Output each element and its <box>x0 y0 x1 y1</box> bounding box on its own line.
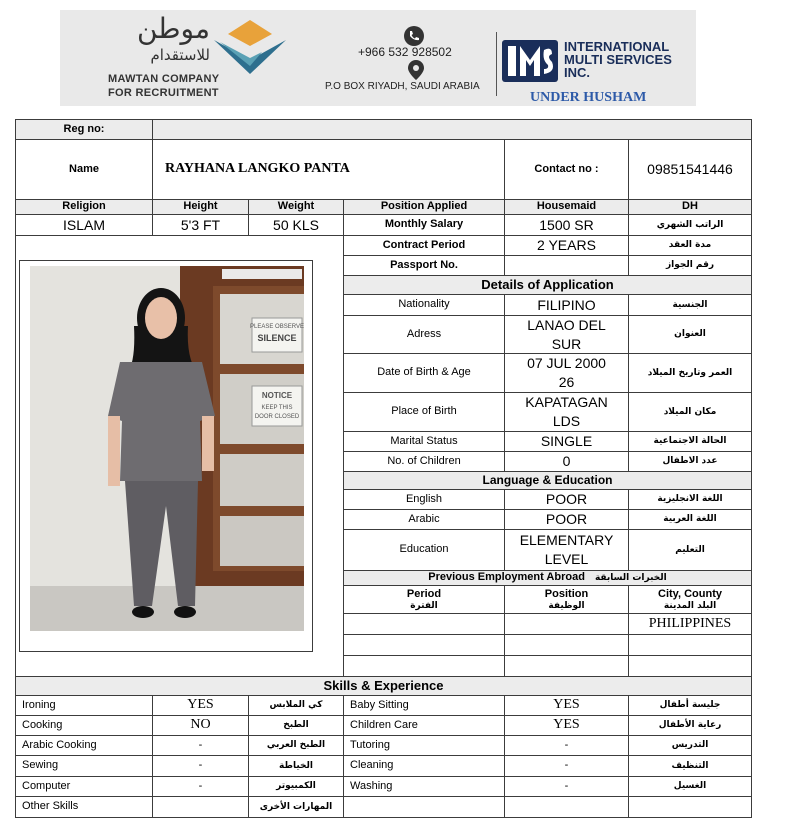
children-label: No. of Children <box>343 451 505 472</box>
marital-status-label: Marital Status <box>343 431 505 452</box>
children-arabic: عدد الاطفال <box>628 451 752 472</box>
skill-extra-arabic <box>628 796 752 818</box>
skill-babysitting-value: YES <box>504 695 629 716</box>
ims-logo-icon <box>502 38 558 84</box>
nationality-arabic: الجنسية <box>628 294 752 316</box>
height-label: Height <box>152 199 249 215</box>
marital-status-value: SINGLE <box>504 431 629 452</box>
salary-label: Monthly Salary <box>343 214 505 236</box>
weight-value: 50 KLS <box>248 214 344 236</box>
skill-arabic-cooking-arabic: الطبخ العربي <box>248 735 344 756</box>
english-arabic: اللغة الانجليزية <box>628 489 752 510</box>
arabic-label: Arabic <box>343 509 505 530</box>
applicant-photo <box>30 266 304 631</box>
svg-text:SILENCE: SILENCE <box>257 333 297 343</box>
passport-value <box>504 255 629 276</box>
employment-position-3 <box>504 655 629 677</box>
skill-sewing-label: Sewing <box>15 755 153 777</box>
skill-other-label: Other Skills <box>15 796 153 818</box>
nationality-value: FILIPINO <box>504 294 629 316</box>
salary-value: 1500 SR <box>504 214 629 236</box>
employment-section-title: Previous Employment Abroad الخبرات السابقة <box>343 570 752 586</box>
skill-tutoring-value: - <box>504 735 629 756</box>
skill-sewing-value: - <box>152 755 249 777</box>
english-value: POOR <box>504 489 629 510</box>
company-english-name: MAWTAN COMPANY FOR RECRUITMENT <box>108 73 220 99</box>
skill-ironing-value: YES <box>152 695 249 716</box>
skill-babysitting-label: Baby Sitting <box>343 695 505 716</box>
period-header: Period الفترة <box>343 585 505 614</box>
skill-childcare-value: YES <box>504 715 629 736</box>
nationality-label: Nationality <box>343 294 505 316</box>
marital-status-arabic: الحالة الاجتماعية <box>628 431 752 452</box>
skill-ironing-arabic: كي الملابس <box>248 695 344 716</box>
contract-value: 2 YEARS <box>504 235 629 256</box>
letterhead <box>60 10 696 106</box>
employment-period-1 <box>343 613 505 635</box>
svg-text:NOTICE: NOTICE <box>261 391 293 400</box>
header-divider <box>496 32 497 96</box>
height-value: 5'3 FT <box>152 214 249 236</box>
skill-extra-label <box>343 796 505 818</box>
skill-arabic-cooking-value: - <box>152 735 249 756</box>
skill-extra-value <box>504 796 629 818</box>
passport-label: Passport No. <box>343 255 505 276</box>
birthplace-label: Place of Birth <box>343 392 505 432</box>
contact-label: Contact no : <box>504 139 629 200</box>
contract-arabic: مدة العقد <box>628 235 752 256</box>
skill-tutoring-arabic: التدريس <box>628 735 752 756</box>
contact-value: 09851541446 <box>628 139 752 200</box>
details-section-title: Details of Application <box>343 275 752 295</box>
salary-arabic: الراتب الشهري <box>628 214 752 236</box>
svg-text:DOOR CLOSED: DOOR CLOSED <box>254 414 300 420</box>
employment-city-3 <box>628 655 752 677</box>
position-code: DH <box>628 199 752 215</box>
skills-section-title: Skills & Experience <box>15 676 752 696</box>
employment-position-2 <box>504 634 629 656</box>
applicant-photo-frame <box>19 260 313 652</box>
dob-age-label: Date of Birth & Age <box>343 353 505 393</box>
skill-cooking-arabic: الطبخ <box>248 715 344 736</box>
address-value: LANAO DEL SUR <box>504 315 629 354</box>
location-pin-icon <box>408 60 424 80</box>
religion-label: Religion <box>15 199 153 215</box>
skill-tutoring-label: Tutoring <box>343 735 505 756</box>
birthplace-value: KAPATAGAN LDS <box>504 392 629 432</box>
passport-arabic: رقم الجواز <box>628 255 752 276</box>
skill-childcare-arabic: رعاية الأطفال <box>628 715 752 736</box>
address-arabic: العنوان <box>628 315 752 354</box>
children-value: 0 <box>504 451 629 472</box>
employment-city-1: PHILIPPINES <box>628 613 752 635</box>
birthplace-arabic: مكان الميلاد <box>628 392 752 432</box>
arabic-value: POOR <box>504 509 629 530</box>
phone-number: +966 532 928502 <box>358 45 452 59</box>
contract-label: Contract Period <box>343 235 505 256</box>
partner-subtitle: UNDER HUSHAM <box>530 90 647 105</box>
skill-computer-label: Computer <box>15 776 153 797</box>
skill-childcare-label: Children Care <box>343 715 505 736</box>
education-arabic: التعليم <box>628 529 752 571</box>
company-arabic-name: موطن <box>136 12 210 45</box>
english-label: English <box>343 489 505 510</box>
name-value: RAYHANA LANGKO PANTA <box>152 139 505 200</box>
skill-washing-value: - <box>504 776 629 797</box>
partner-name: INTERNATIONAL MULTI SERVICES INC. <box>564 39 672 80</box>
employment-city-2 <box>628 634 752 656</box>
arabic-arabic: اللغة العربية <box>628 509 752 530</box>
phone-icon <box>404 26 424 46</box>
skill-cleaning-arabic: التنظيف <box>628 755 752 777</box>
skill-washing-arabic: الغسيل <box>628 776 752 797</box>
applicant-photo-image <box>30 266 304 631</box>
skill-other-value <box>152 796 249 818</box>
skill-cooking-value: NO <box>152 715 249 736</box>
skill-sewing-arabic: الخياطة <box>248 755 344 777</box>
position-label: Position Applied <box>343 199 505 215</box>
address-label: Adress <box>343 315 505 354</box>
reg-no-value <box>152 119 752 140</box>
position-header: Position الوظيفة <box>504 585 629 614</box>
skill-cooking-label: Cooking <box>15 715 153 736</box>
skill-washing-label: Washing <box>343 776 505 797</box>
weight-label: Weight <box>248 199 344 215</box>
name-label: Name <box>15 139 153 200</box>
company-arabic-subtitle: للاستقدام <box>150 46 210 64</box>
skill-cleaning-value: - <box>504 755 629 777</box>
skill-computer-arabic: الكمبيوتر <box>248 776 344 797</box>
skill-other-arabic: المهارات الأخرى <box>248 796 344 818</box>
employment-position-1 <box>504 613 629 635</box>
employment-period-3 <box>343 655 505 677</box>
skill-computer-value: - <box>152 776 249 797</box>
skill-ironing-label: Ironing <box>15 695 153 716</box>
dob-age-arabic: العمر وتاريخ الميلاد <box>628 353 752 393</box>
skill-cleaning-label: Cleaning <box>343 755 505 777</box>
svg-text:KEEP THIS: KEEP THIS <box>261 405 293 411</box>
education-value: ELEMENTARY LEVEL <box>504 529 629 571</box>
company-address: P.O BOX RIYADH, SAUDI ARABIA <box>325 81 480 92</box>
employment-period-2 <box>343 634 505 656</box>
mawtan-logo-icon <box>210 16 290 78</box>
skill-babysitting-arabic: جليسة أطفال <box>628 695 752 716</box>
language-section-title: Language & Education <box>343 471 752 490</box>
religion-value: ISLAM <box>15 214 153 236</box>
skill-arabic-cooking-label: Arabic Cooking <box>15 735 153 756</box>
reg-no-label: Reg no: <box>15 119 153 140</box>
education-label: Education <box>343 529 505 571</box>
dob-age-value: 07 JUL 2000 26 <box>504 353 629 393</box>
svg-text:PLEASE OBSERVE: PLEASE OBSERVE <box>250 324 304 330</box>
position-value: Housemaid <box>504 199 629 215</box>
city-header: City, County البلد المدينة <box>628 585 752 614</box>
